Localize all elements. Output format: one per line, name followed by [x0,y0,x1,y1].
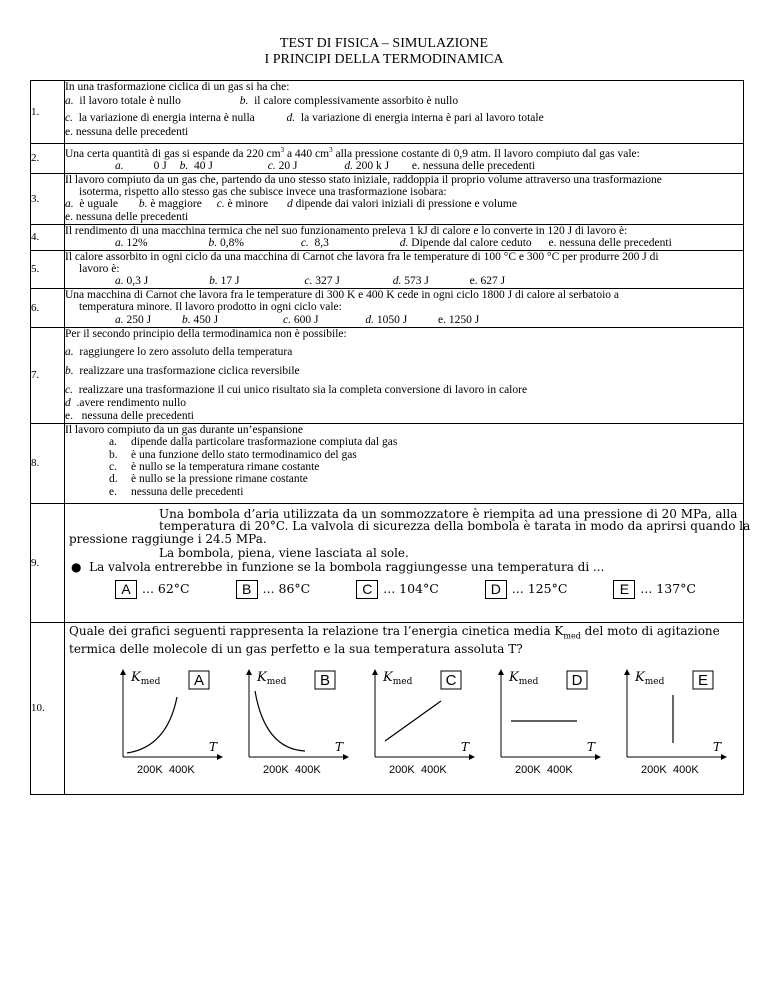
option-a: 12% [126,237,148,250]
option-letter: c. [300,237,309,250]
option-row [65,160,743,172]
option-row [65,314,743,326]
option-letter: c. [109,461,117,474]
question-number: 6. [31,288,65,327]
x-axis-label: T [209,740,218,755]
question-body [65,224,744,250]
question-stem-cont: termica delle molecole di un gas perfetto e la sua temperatura assoluta T? [69,641,523,656]
option-letter: b. [208,237,218,250]
y-arrow-icon [498,669,504,675]
graph-letter: C [445,672,457,690]
option-letter: d. [109,473,118,486]
answer-choice-e[interactable] [613,580,696,599]
answer-letter-box: C [356,580,378,599]
question-stem: In una trasformazione ciclica di un gas si ha che: [65,81,290,93]
question-body [65,173,744,224]
option-e: nessuna delle precedenti [131,485,244,498]
option-letter: d. [286,111,296,124]
y-axis-label: $K_{med}$ [383,670,413,688]
answer-text: ... 125°C [511,581,568,597]
option-d: dipende dai valori iniziali di pressione e volume [295,198,517,211]
question-number: 9. [31,503,65,622]
question-stem: Una macchina di Carnot che lavora fra le temperature di 300 K e 400 K cede in ogni ciclo 1800 J di calore al serbatoio a [65,288,620,301]
question-row [31,288,744,327]
question-number: 4. [31,224,65,250]
x-axis-label: T [335,740,344,755]
option-letter: c. [65,111,73,124]
graph-letter: E [697,672,709,690]
question-stem: Il lavoro compiuto da un gas che, partendo da uno stesso stato iniziale, raddoppia il proprio volume attraverso una trasformazione [65,173,662,186]
option-row [65,461,743,473]
data-curve [385,701,441,741]
stem-part: Quale dei grafici seguenti rappresenta la relazione tra l’energia cinetica media K [69,623,564,638]
option-letter: d. [365,313,374,326]
x-tick-label: 200K [641,764,667,777]
option-row [65,365,743,378]
graph-letter: A [193,672,205,690]
option-d: 573 J [404,275,429,288]
answer-choice-d[interactable] [485,580,568,599]
question-stem-cont: temperatura minore. Il lavoro prodotto in ogni ciclo vale: [79,301,342,314]
answer-letter-box: B [236,580,258,599]
question-body [65,622,744,794]
question-row [31,173,744,224]
option-c: 600 J [293,313,319,326]
question-number: 8. [31,423,65,503]
question-body [65,81,744,144]
option-b: il calore complessivamente assorbito è nullo [254,95,459,108]
y-axis-label: $K_{med}$ [635,670,665,688]
option-a: raggiungere lo zero assoluto della temperatura [79,345,293,358]
x-tick-label: 400K [547,764,573,777]
option-a: dipende dalla particolare trasformazione compiuta dal gas [131,436,398,449]
option-letter: b. [109,448,118,461]
superscript: 3 [280,146,285,154]
x-tick-label: 400K [169,764,195,777]
question-stem-cont: lavoro è: [79,263,120,276]
x-tick-label: 400K [421,764,447,777]
superscript: 3 [329,146,333,154]
x-arrow-icon [217,754,223,760]
question-body [65,250,744,288]
graphs-row [65,663,743,783]
x-tick-label: 400K [673,764,699,777]
option-a: 0 J [153,160,167,173]
question-body [65,503,751,622]
option-c: 8,3 [314,237,329,250]
question-stem: Il calore assorbito in ogni ciclo da una macchina di Carnot che lavora fra le temperature di 100 °C e 300 °C per produrre 200 J di [65,250,659,263]
option-row [65,95,743,107]
stem-part: a 440 cm [284,147,330,160]
option-d: .avere rendimento nullo [76,396,187,409]
y-arrow-icon [246,669,252,675]
option-c: realizzare una trasformazione il cui unico risultato sia la completa conversione di lavoro in calore [78,383,528,396]
question-stem-cont: La bombola, piena, viene lasciata al sole. [159,546,409,561]
option-row [65,198,743,210]
option-a: 0,3 J [126,275,149,288]
option-letter: a. [65,95,74,108]
question-row [31,250,744,288]
y-arrow-icon [372,669,378,675]
option-letter: a. [115,275,124,288]
graph-d[interactable] [487,663,605,783]
y-axis-label: $K_{med}$ [509,670,539,688]
answer-choice-c[interactable] [356,580,439,599]
option-b: 450 J [193,313,219,326]
option-b: realizzare una trasformazione ciclica reversibile [79,364,300,377]
questions-table [30,80,751,795]
option-c: 20 J [278,160,298,173]
option-letter: c. [267,160,276,173]
option-letter: c. [304,275,313,288]
option-row [65,436,743,448]
question-stem: Il lavoro compiuto da un gas durante un’espansione [65,423,303,436]
data-curve [127,697,177,753]
x-tick-label: 400K [295,764,321,777]
question-stem: Una bombola d’aria utilizzata da un sommozzatore è riempita ad una pressione di 20 MPa, alla [159,506,738,521]
option-e: e. nessuna delle precedenti [548,237,672,250]
option-letter: d [286,198,293,211]
option-c: la variazione di energia interna è nulla [78,111,255,124]
option-letter: a. [109,436,117,449]
option-row [65,112,743,124]
option-row [65,275,743,287]
option-letter: d [65,396,71,409]
option-a: è uguale [79,198,119,211]
x-tick-label: 200K [515,764,541,777]
y-arrow-icon [120,669,126,675]
page-subtitle: I PRINCIPI DELLA TERMODINAMICA [264,52,504,67]
answer-choice-a[interactable] [115,580,190,599]
question-stem: Per il secondo principio della termodinamica non è possibile: [65,327,347,340]
option-letter: b. [239,95,249,108]
answer-text: ... 86°C [262,581,311,597]
question-body [65,327,744,423]
option-d: 200 k J [355,160,390,173]
question-stem [65,144,743,160]
question-stem-cont: temperatura di 20°C. La valvola di sicurezza della bombola è tarata in modo da aprirsi quando la [159,519,751,534]
page-title: TEST DI FISICA – SIMULAZIONE [279,36,489,51]
option-letter: a. [65,345,74,358]
data-curve [255,691,305,751]
answer-letter-box: D [485,580,507,599]
question-number: 10. [31,622,65,794]
answer-text: ... 137°C [640,581,696,597]
x-arrow-icon [343,754,349,760]
stem-part: Una certa quantità di gas si espande da 220 cm [65,147,281,160]
subscript: med [563,631,581,641]
option-letter: a. [65,198,74,211]
y-axis-label: $K_{med}$ [131,670,161,688]
question-body [65,423,744,503]
option-row [65,473,743,485]
option-row [65,449,743,461]
question-row [31,423,744,503]
option-d: 1050 J [376,313,408,326]
question-stem-cont: isoterma, rispetto allo stesso gas che subisce invece una trasformazione isobara: [79,186,447,199]
bullet-text: La valvola entrerebbe in funzione se la bombola raggiungesse una temperatura di ... [89,560,605,575]
option-letter: a. [115,160,124,173]
question-body [65,288,744,327]
answer-text: ... 62°C [142,581,190,597]
option-e: e. 627 J [469,275,506,288]
x-arrow-icon [469,754,475,760]
question-row [31,503,744,622]
answer-choice-b[interactable] [236,580,311,599]
question-body [65,144,744,174]
y-arrow-icon [624,669,630,675]
option-b: è maggiore [150,198,202,211]
option-d: la variazione di energia interna è pari al lavoro totale [300,111,544,124]
bullet-icon: ● [71,560,82,575]
option-letter: e. [65,409,73,422]
x-tick-label: 200K [263,764,289,777]
question-stem [65,625,743,643]
option-b: 40 J [193,160,213,173]
option-c: è minore [227,198,269,211]
x-tick-label: 200K [389,764,415,777]
graph-letter: B [319,672,331,690]
x-arrow-icon [721,754,727,760]
option-row [65,346,743,359]
option-e: nessuna delle precedenti [81,409,195,422]
x-axis-label: T [587,740,596,755]
option-e: e. nessuna delle precedenti [65,210,189,223]
option-row [65,384,743,397]
question-number: 5. [31,250,65,288]
option-b: 17 J [220,275,240,288]
option-c: 327 J [315,275,340,288]
question-row [31,144,744,174]
option-e: e. 1250 J [438,313,480,326]
question-row [31,81,744,144]
option-letter: b. [138,198,148,211]
question-row [31,327,744,423]
option-b: 0,8% [219,237,244,250]
option-letter: b. [181,313,191,326]
option-letter: d. [344,160,353,173]
graph-a[interactable] [109,663,227,783]
option-row [65,237,743,249]
option-letter: a. [115,313,124,326]
question-stem-cont: pressione raggiunge i 24.5 MPa. [69,531,267,546]
stem-part: del moto di agitazione [580,623,720,638]
option-e: e. nessuna delle precedenti [65,126,189,139]
option-letter: b. [209,275,218,288]
graph-letter: D [571,672,583,690]
option-letter: d. [392,275,402,288]
answer-text: ... 104°C [383,581,439,597]
question-number: 1. [31,81,65,144]
option-letter: c. [216,198,225,211]
option-a: il lavoro totale è nullo [79,95,181,108]
option-e: e. nessuna delle precedenti [411,160,536,173]
stem-part: alla pressione costante di 0,9 atm. Il lavoro compiuto dal gas vale: [332,147,640,160]
question-number: 7. [31,327,65,423]
option-letter: b. [65,364,74,377]
question-number: 3. [31,173,65,224]
option-letter: c. [282,313,291,326]
option-letter: e. [109,485,117,498]
bullet-line [65,561,743,573]
option-letter: b. [179,160,189,173]
question-row [31,224,744,250]
option-row [65,410,743,423]
option-row [65,486,743,498]
option-c: è nullo se la temperatura rimane costante [131,461,320,474]
x-tick-label: 200K [137,764,163,777]
question-number: 2. [31,144,65,174]
option-d: Dipende dal calore ceduto [411,237,532,250]
question-stem: Il rendimento di una macchina termica che nel suo funzionamento preleva 1 kJ di calore e lo converte in 120 J di lavoro è: [65,224,628,237]
question-row [31,622,744,794]
x-axis-label: T [461,740,470,755]
answer-choices [65,580,743,599]
option-d: è nullo se la pressione rimane costante [131,473,308,486]
option-letter: d. [399,237,409,250]
option-b: è una funzione dello stato termodinamico del gas [131,448,357,461]
option-a: 250 J [126,313,152,326]
option-row [65,397,743,410]
graph-c[interactable] [361,663,479,783]
x-axis-label: T [713,740,722,755]
option-letter: a. [115,237,124,250]
graph-e[interactable] [613,663,731,783]
graph-b[interactable] [235,663,353,783]
x-arrow-icon [595,754,601,760]
option-letter: c. [65,383,73,396]
y-axis-label: $K_{med}$ [257,670,287,688]
answer-letter-box: E [613,580,635,599]
answer-letter-box: A [115,580,137,599]
